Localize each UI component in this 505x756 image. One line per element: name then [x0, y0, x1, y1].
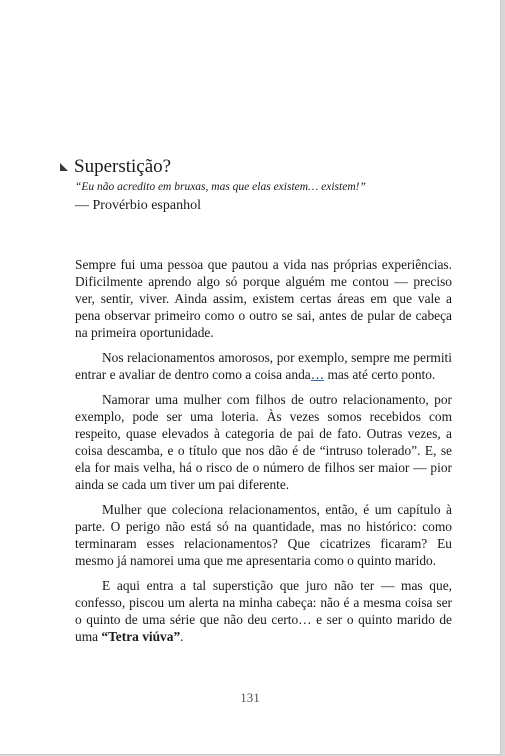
- paragraph-5-tail: .: [180, 629, 184, 644]
- epigraph-attribution: — Provérbio espanhol: [75, 198, 201, 213]
- comment-anchor-link[interactable]: …: [310, 367, 325, 382]
- paragraph-1: Sempre fui uma pessoa que pautou a vida nas próprias experiências. Dificilmente aprendo algo só porque alguém me contou — preciso ver, sentir, viver. Ainda assim, existem certas áreas em que vale a pena observar primeiro como o outro se sai, antes de pular de cabeça na primeira oportunidade.: [75, 257, 452, 340]
- paragraph-2: [75, 349, 452, 383]
- section-heading-row: [60, 156, 171, 178]
- paragraph-5-bold-term: “Tetra viúva”: [101, 629, 181, 644]
- epigraph-quote: “Eu não acredito em bruxas, mas que elas existem… existem!”: [75, 181, 366, 193]
- collapse-triangle-icon[interactable]: [60, 163, 68, 171]
- paragraph-4: Mulher que coleciona relacionamentos, então, é um capítulo à parte. O perigo não está só na quantidade, mas no histórico: como terminaram esses relacionamentos? Que cicatrizes ficaram? Eu mesmo já namorei uma que me apresentaria como o quinto marido.: [75, 502, 452, 568]
- paragraph-5: [75, 577, 452, 645]
- section-heading: Superstição?: [74, 156, 172, 177]
- paragraph-2-tail: mas até certo ponto.: [324, 367, 436, 382]
- paragraph-3: Namorar uma mulher com filhos de outro relacionamento, por exemplo, pode ser uma loteria. Às vezes somos recebidos com respeito, quase elevados à categoria de pai de fato. Outras vezes, a coisa descamba, e o título que nos dão é de “intruso tolerado”. E, se ela for mais velha, há o risco de o número de filhos ser maior — pior ainda se cada um tiver um pai diferente.: [75, 392, 452, 492]
- paragraph-5-text: E aqui entra a tal superstição que juro não ter — mas que, confesso, piscou um alerta na minha cabeça: não é a mesma coisa ser o quinto de uma série que não deu certo… e ser o quinto marido de uma: [75, 578, 452, 644]
- body-text: [75, 256, 452, 653]
- paragraph-2-text: Nos relacionamentos amorosos, por exemplo, sempre me permiti entrar e avaliar de dentro como a coisa anda: [75, 350, 452, 382]
- page-number: 131: [240, 690, 260, 705]
